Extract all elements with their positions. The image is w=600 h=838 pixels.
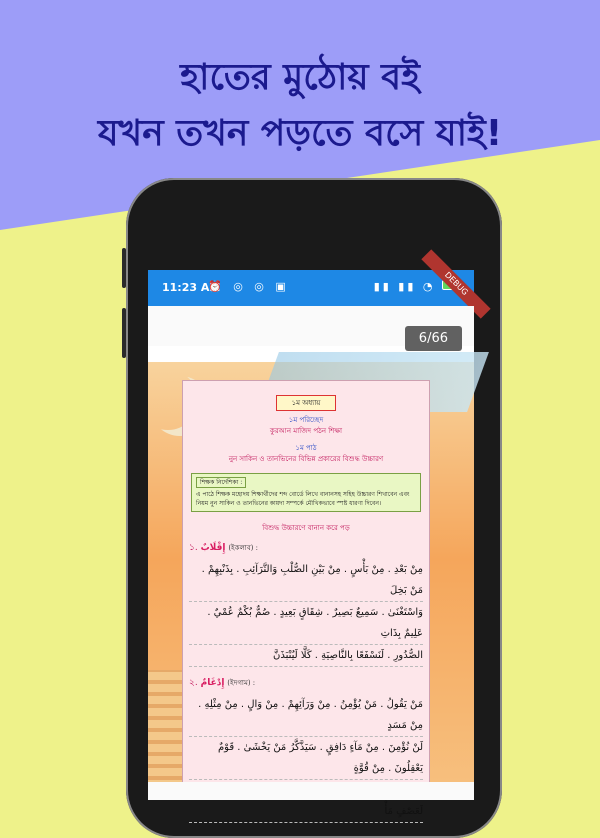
bottom-nav-strip [148, 782, 474, 800]
phone-side-button [122, 248, 126, 288]
promo-line-1: হাতের মুঠোয় বই [180, 57, 420, 98]
status-time: 11:23 AM [162, 281, 221, 294]
section-label: ১ম পরিচ্ছেদ [288, 416, 324, 424]
book-page-viewer[interactable] [148, 362, 474, 817]
rule-1-heading [189, 540, 423, 555]
signal-wifi-icons: ▮▮ ▮▮ ◔ [373, 280, 436, 293]
rule-2-number: ২. [189, 678, 198, 688]
teacher-guide-text: এ পাঠে শিক্ষক মহোদয় শিক্ষার্থীদের শব্দ বোর্ডে লিখে বানানসহ সহিহ উচ্চারণ শিখাবেন এবং নিয়ম নুন সাকিন ও তানভিনের কায়দা সম্পর্কে মৌখিকভাবে স্পষ্ট ধারণা দিবেন। [196, 491, 410, 507]
arabic-line: لَنْ نُؤْمِنَ . مِنْ مَآءٍ دَافِقٍ . سَيَذَّكَّرُ مَنْ يَخْشَىٰ . قَوْمٌ يَعْقِلُونَ . مِنْ قُوَّةٍ [189, 737, 423, 780]
lesson-title: নুন সাকিন ও তানভিনের বিভিন্ন প্রকারের বিশুদ্ধ উচ্চারণ [228, 455, 384, 463]
rule-2-heading [189, 675, 423, 690]
page-content [182, 380, 430, 817]
practice-title: বিশুদ্ধ উচ্চারণে বানান করে পড় [262, 524, 350, 532]
arabic-line: مَنْ يَقُولُ . مَنْ يُؤْمِنُ . مِنْ وَرَآئِهِمْ . مِنْ وَالٍ . مِنْ مِثْلِهِ . مِنْ مَسَدٍ [189, 694, 423, 737]
section-title: কুরআন মাজিদ পঠন শিক্ষা [269, 427, 343, 435]
lesson-label: ১ম পাঠ [295, 444, 317, 452]
app-screen [148, 270, 474, 817]
rule-2-arabic: إِدْغَامٌ [200, 678, 225, 688]
arabic-line: لَعَصْفٍ مَأْ [189, 780, 423, 823]
page-indicator: 6/66 [405, 326, 462, 351]
teacher-guide-title: শিক্ষক নির্দেশিকা : [196, 477, 246, 488]
rule-2-bangla: (ইদগাম) : [227, 679, 256, 687]
arabic-line: الصُّدُورِ . لَنَسْفَعًا بِالنَّاصِيَةِ . كَلَّا لَيُنْبَذَنَّ [189, 645, 423, 667]
rule-1-arabic: إِقْلَابٌ [200, 543, 226, 553]
rule-1-bangla: (ইকলাব) : [228, 544, 259, 552]
notification-icons: ⏰ ◎ ◎ ▣ [208, 280, 290, 293]
chapter-label: ১ম অধ্যায় [276, 395, 336, 411]
status-bar [148, 270, 474, 306]
rule-1-number: ১. [189, 543, 198, 553]
arabic-line: وَاسْتَغْنَىٰ . سَمِيعٌ بَصِيرٌ . شِقَاقٍ بَعِيدٍ . صُمٌّ بُكْمٌ عُمْيٌ . عَلِيمٌ بِذَاتِ [189, 602, 423, 645]
arabic-line: مِنْ بَعْدِ . مِنْ بَأْسٍ . مِنْ بَيْنِ الصُّلْبِ وَالتَّرَآئِبِ . بِذَنْبِهِمْ . مَنْ بَخِلَ [189, 559, 423, 602]
promo-headline [0, 50, 600, 162]
teacher-guide-box [191, 473, 421, 512]
promo-line-2: যখন তখন পড়তে বসে যাই! [97, 113, 503, 154]
phone-volume-button [122, 308, 126, 358]
debug-ribbon: DEBUG [421, 249, 490, 318]
